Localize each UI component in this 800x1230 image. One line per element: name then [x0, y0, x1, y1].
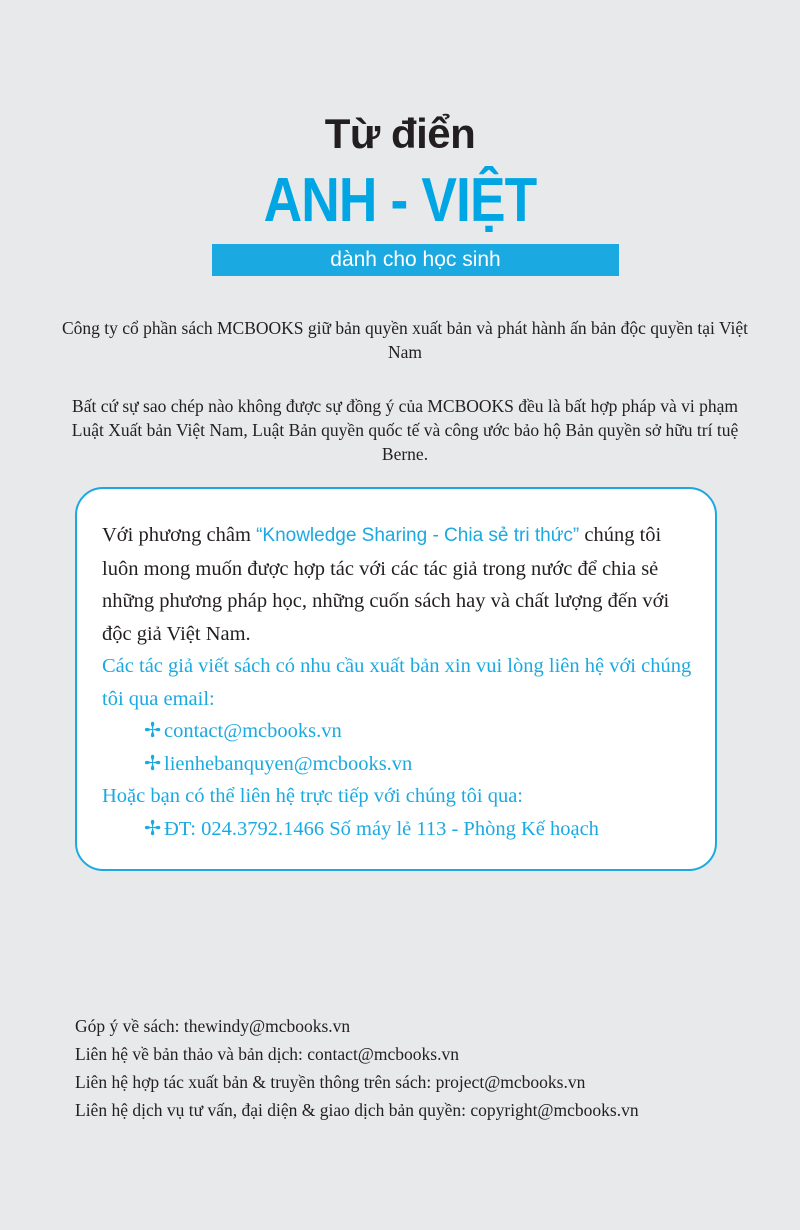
bullet-star-icon: ✢	[144, 720, 162, 742]
footer-line-2: Liên hệ về bản thảo và bản dịch: contact@mcbooks.vn	[75, 1044, 459, 1064]
email-link-2[interactable]: lienhebanquyen@mcbooks.vn	[164, 752, 413, 775]
direct-contact: Hoặc bạn có thể liên hệ trực tiếp với chúng tôi qua:	[102, 785, 524, 807]
email-item-2	[102, 748, 695, 781]
copyright-paragraph-2: Bất cứ sự sao chép nào không được sự đồng ý của MCBOOKS đều là bất hợp pháp và vi phạm Luật Xuất bản Việt Nam, Luật Bản quyền quốc tế và công ước bảo hộ Bản quyền sở hữu trí tuệ Berne.	[71, 396, 739, 464]
bullet-star-icon: ✢	[144, 817, 162, 840]
call-authors: Các tác giả viết sách có nhu cầu xuất bản xin vui lòng liên hệ với chúng tôi qua email:	[102, 655, 692, 710]
email-link-1[interactable]: contact@mcbooks.vn	[164, 720, 342, 742]
bullet-star-icon: ✢	[144, 752, 162, 775]
email-item-1	[102, 715, 695, 748]
slogan: “Knowledge Sharing - Chia sẻ tri thức”	[256, 525, 580, 546]
copyright-notice	[60, 316, 750, 496]
footer-line-3: Liên hệ hợp tác xuất bản & truyền thông trên sách: project@mcbooks.vn	[75, 1072, 586, 1092]
phone-text: ĐT: 024.3792.1466 Số máy lẻ 113 - Phòng Kế hoạch	[164, 817, 599, 840]
title-line1: Từ điển	[324, 110, 476, 157]
title-block	[0, 108, 800, 236]
title-line2: ANH - VIỆT	[263, 166, 537, 235]
footer-line-1: Góp ý về sách: thewindy@mcbooks.vn	[75, 1016, 351, 1036]
intro-paragraph	[102, 519, 695, 650]
subtitle-bar: dành cho học sinh	[212, 244, 619, 276]
copyright-paragraph-1: Công ty cổ phần sách MCBOOKS giữ bản quyền xuất bản và phát hành ấn bản độc quyền tại Việt Nam	[61, 318, 749, 362]
intro-text-start: Với phương châm	[102, 524, 257, 546]
intro-text-end: chúng tôi luôn mong muốn được hợp tác với các tác giả trong nước để chia sẻ những phương pháp học, những cuốn sách hay và chất lượng đến với độc giả Việt Nam.	[102, 524, 670, 645]
phone-item	[102, 813, 695, 846]
footer-line-4: Liên hệ dịch vụ tư vấn, đại diện & giao dịch bản quyền: copyright@mcbooks.vn	[75, 1100, 639, 1120]
contact-box	[75, 487, 717, 871]
footer-contacts	[75, 1012, 775, 1124]
